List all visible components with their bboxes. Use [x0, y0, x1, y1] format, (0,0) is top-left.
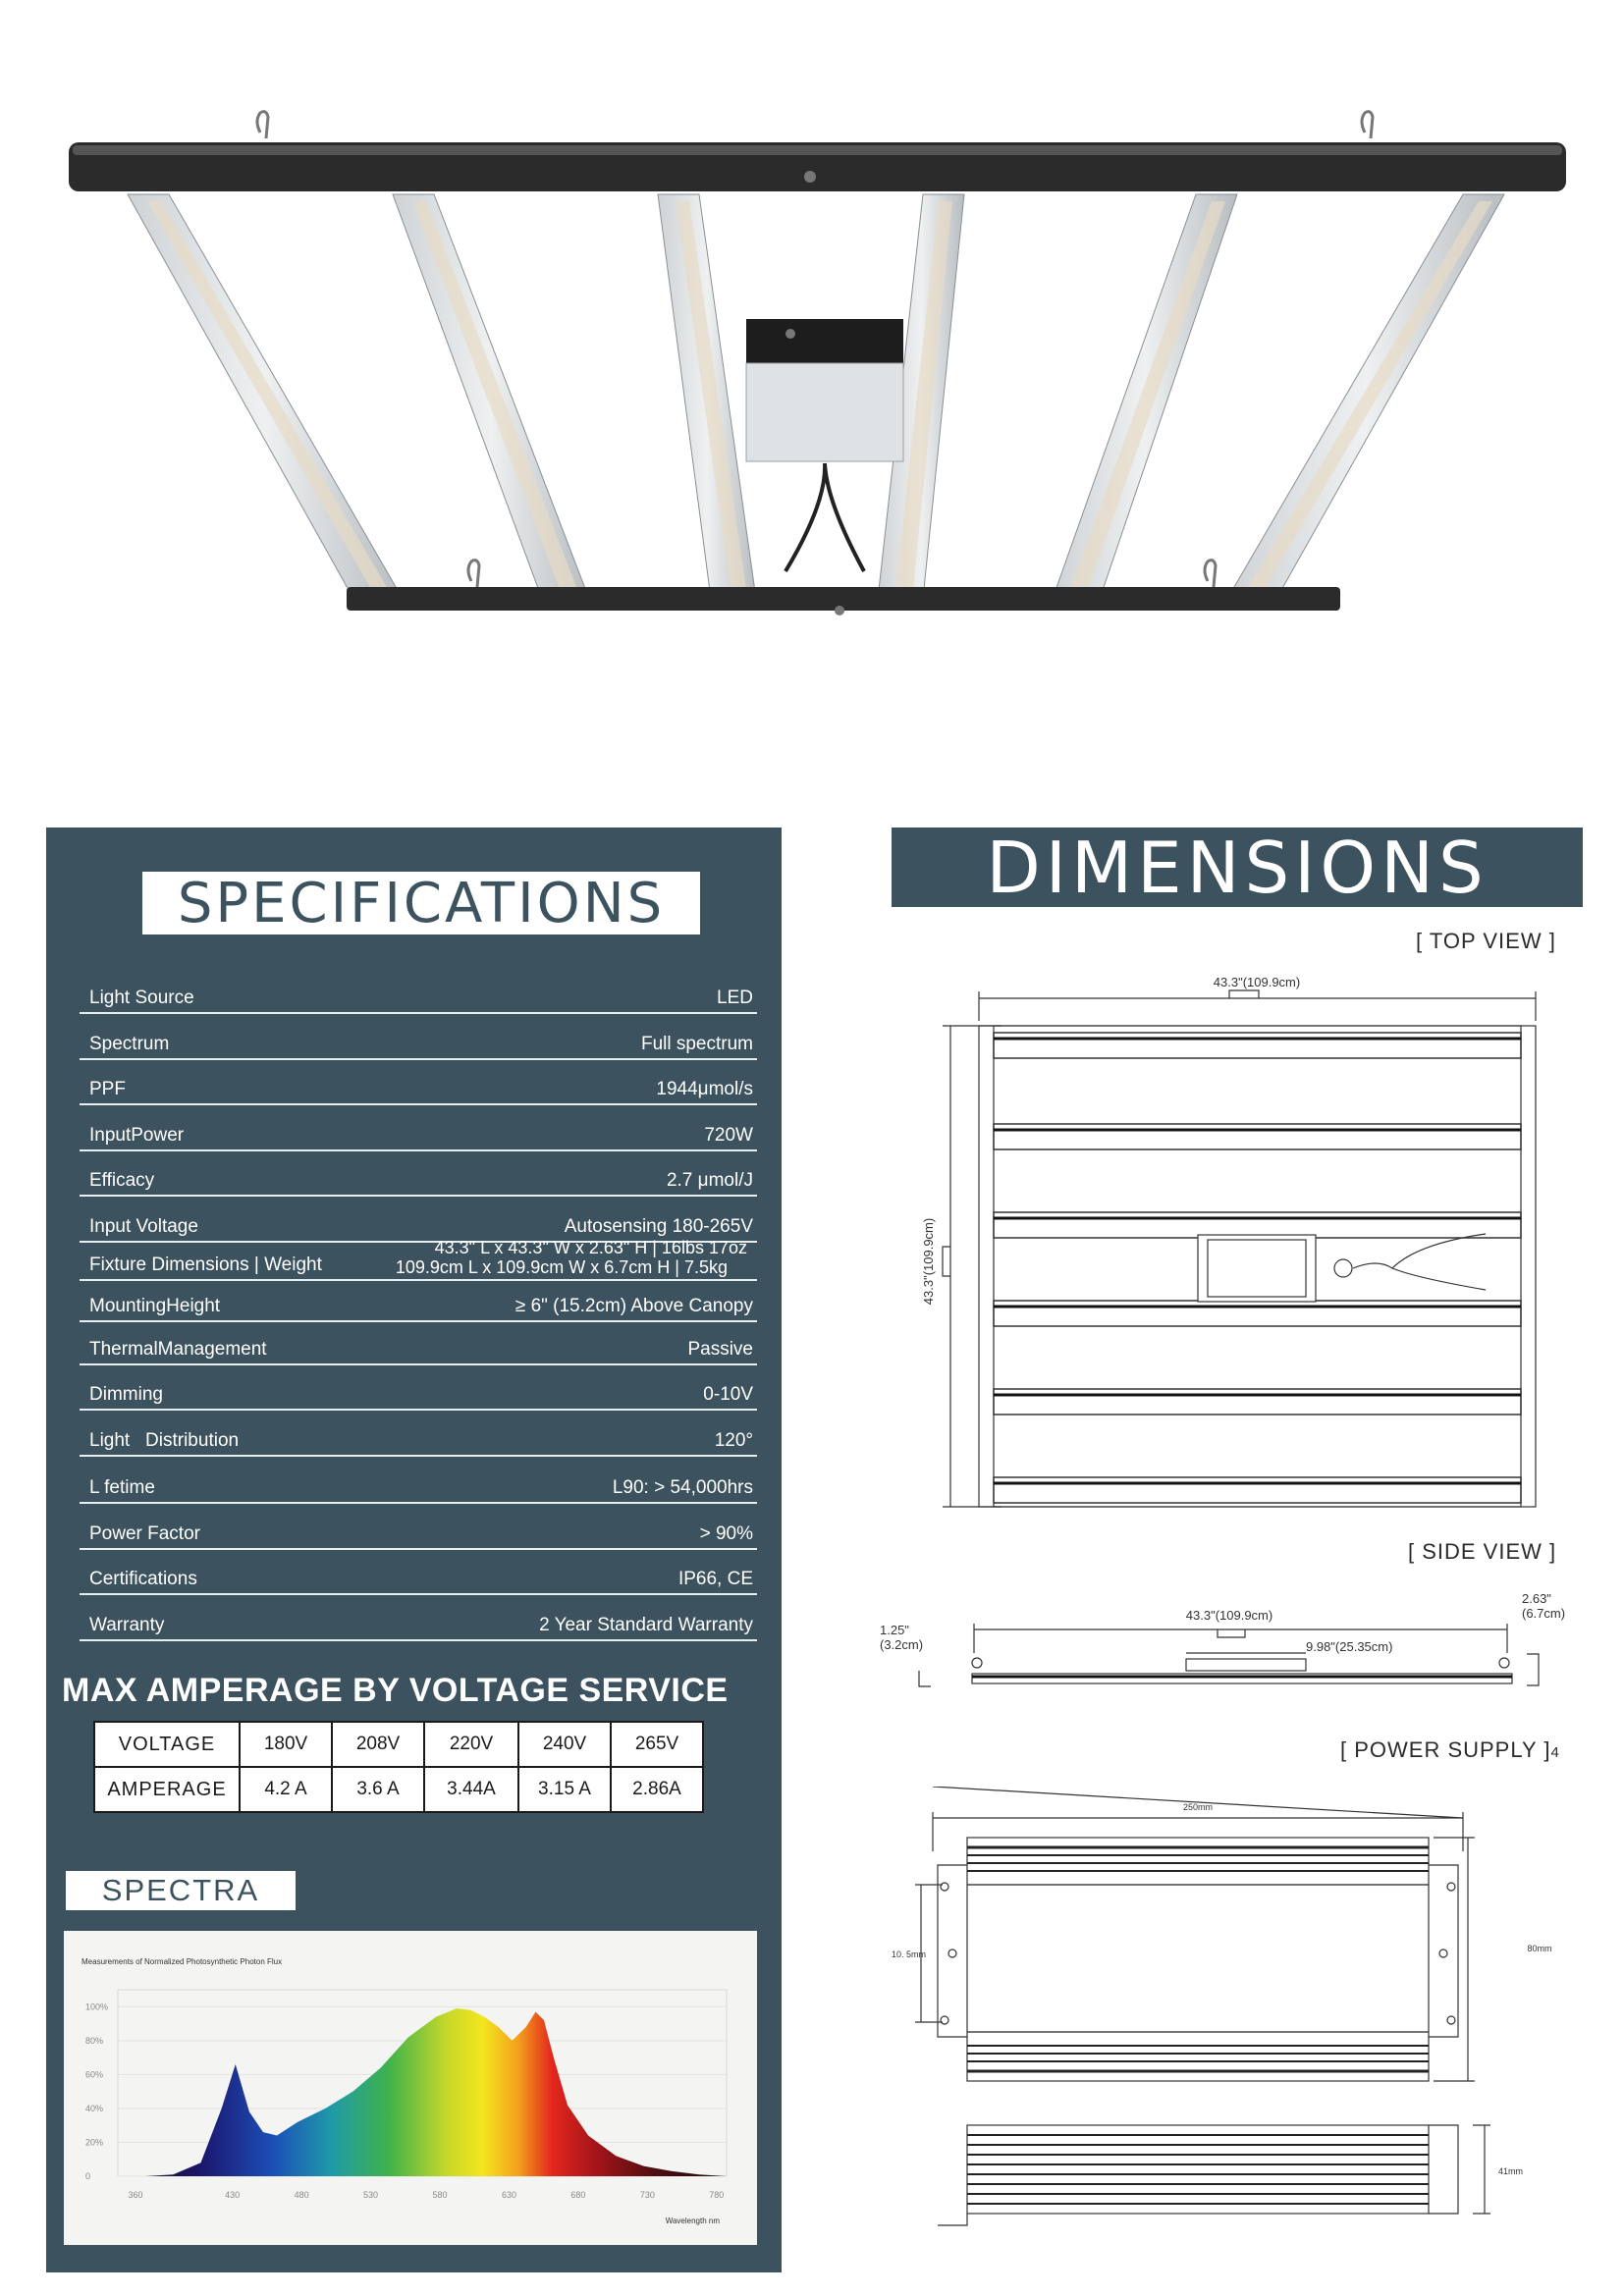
top-view-drawing — [913, 962, 1551, 1512]
chart-title: Measurements of Normalized Photosynthetic Photon Flux — [81, 1957, 283, 1966]
dimensions-title: DIMENSIONS — [986, 826, 1489, 909]
voltage-cell: 208V — [332, 1722, 424, 1767]
spec-row-spectrum — [80, 1013, 757, 1060]
specifications-panel — [46, 828, 782, 2272]
amperage-header: AMPERAGE — [94, 1767, 240, 1812]
side-view-drawing — [874, 1580, 1581, 1708]
ps-height-label: 41mm — [1498, 2166, 1524, 2176]
y-tick-label: 40% — [85, 2103, 104, 2113]
spec-value: Full spectrum — [640, 1034, 753, 1054]
amperage-cell: 3.15 A — [518, 1767, 611, 1812]
spec-label: Input Voltage — [89, 1216, 198, 1237]
side-right-label-2: (6.7cm) — [1522, 1606, 1566, 1621]
spec-row-certifications — [80, 1548, 757, 1595]
voltage-cell: 265V — [611, 1722, 703, 1767]
spec-row-power-factor — [80, 1503, 757, 1550]
spec-row-fixture-dimensions — [80, 1238, 757, 1281]
y-tick-label: 60% — [85, 2069, 104, 2080]
product-illustration — [59, 88, 1571, 677]
x-tick-label: 630 — [501, 2190, 516, 2200]
x-tick-label: 430 — [225, 2190, 241, 2200]
spectra-title-box — [66, 1871, 296, 1910]
amperage-table — [93, 1721, 704, 1813]
amperage-cell: 3.44A — [424, 1767, 518, 1812]
x-tick-label: 480 — [294, 2190, 309, 2200]
power-supply-label-suffix: 4 — [1550, 1744, 1560, 1761]
table-row — [94, 1722, 703, 1767]
voltage-cell: 220V — [424, 1722, 518, 1767]
spec-row-lifetime — [80, 1457, 757, 1504]
amperage-title: MAX AMPERAGE BY VOLTAGE SERVICE — [62, 1672, 729, 1709]
table-row — [94, 1767, 703, 1812]
voltage-cell: 180V — [240, 1722, 332, 1767]
top-view-label: [ TOP VIEW ] — [1416, 929, 1556, 953]
spec-label: Spectrum — [89, 1034, 170, 1054]
y-tick-label: 80% — [85, 2035, 104, 2046]
side-right-label-1: 2.63" — [1522, 1591, 1551, 1606]
spec-value-line-1: 43.3" L x 43.3" W x 2.63" H | 16lbs 17oz — [434, 1238, 747, 1257]
driver-box — [746, 319, 903, 571]
dimensions-title-box — [892, 828, 1583, 907]
spec-row-thermal-management — [80, 1318, 757, 1365]
side-view-label: [ SIDE VIEW ] — [1408, 1539, 1557, 1564]
side-left-label-1: 1.25" — [880, 1623, 909, 1637]
spec-row-ppf — [80, 1058, 757, 1105]
side-inner-label: 9.98"(25.35cm) — [1306, 1639, 1393, 1654]
spec-value: 2.7 μmol/J — [666, 1170, 753, 1191]
spec-label: InputPower — [89, 1125, 185, 1146]
spec-value: > 90% — [699, 1523, 753, 1544]
spec-value: L90: > 54,000hrs — [612, 1477, 753, 1498]
spec-value: LED — [717, 988, 753, 1008]
x-tick-label: 780 — [709, 2190, 725, 2200]
spec-label: L fetime — [89, 1477, 155, 1498]
y-tick-label: 100% — [85, 2002, 109, 2012]
spec-value — [396, 1238, 753, 1277]
spec-label: Warranty — [89, 1615, 165, 1635]
spectrum-area — [145, 2008, 727, 2176]
x-tick-label: 580 — [432, 2190, 448, 2200]
spec-label: Power Factor — [89, 1523, 200, 1544]
x-tick-label: 730 — [639, 2190, 655, 2200]
x-axis-ticks — [128, 2190, 724, 2200]
power-supply-label — [1340, 1737, 1560, 1763]
specifications-title: SPECIFICATIONS — [177, 871, 666, 935]
spec-label: Efficacy — [89, 1170, 155, 1191]
spec-row-input-power — [80, 1104, 757, 1151]
specifications-title-box — [142, 872, 700, 934]
spec-label: Fixture Dimensions | Weight — [89, 1255, 322, 1275]
spec-row-mounting-height — [80, 1281, 757, 1322]
spec-row-dimming — [80, 1363, 757, 1411]
top-height-label: 43.3"(109.9cm) — [921, 1217, 936, 1306]
spec-value: Autosensing 180-265V — [564, 1216, 753, 1237]
x-tick-label: 360 — [128, 2190, 143, 2200]
spec-value: 1944μmol/s — [656, 1079, 753, 1099]
spectra-chart — [64, 1931, 757, 2245]
side-length-label: 43.3"(109.9cm) — [1185, 1608, 1273, 1623]
spec-value: 0-10V — [703, 1384, 753, 1405]
spec-value: IP66, CE — [677, 1569, 753, 1589]
spec-value-line-2: 109.9cm L x 109.9cm W x 6.7cm H | 7.5kg — [395, 1257, 728, 1277]
spec-value: ≥ 6" (15.2cm) Above Canopy — [514, 1296, 753, 1316]
power-supply-drawing — [884, 1787, 1571, 2287]
spec-label: Dimming — [89, 1384, 163, 1405]
x-tick-label: 680 — [570, 2190, 586, 2200]
spec-label: Certifications — [89, 1569, 197, 1589]
x-tick-label: 530 — [363, 2190, 379, 2200]
amperage-cell: 4.2 A — [240, 1767, 332, 1812]
spec-label: Light Source — [89, 988, 194, 1008]
bottom-rail — [347, 587, 1340, 611]
spec-label: MountingHeight — [89, 1296, 221, 1316]
spec-row-efficacy — [80, 1149, 757, 1197]
side-left-label-2: (3.2cm) — [880, 1637, 924, 1652]
spec-row-warranty — [80, 1594, 757, 1641]
power-supply-label-text: [ POWER SUPPLY ] — [1340, 1737, 1551, 1762]
voltage-cell: 240V — [518, 1722, 611, 1767]
voltage-header: VOLTAGE — [94, 1722, 240, 1767]
spectra-title: SPECTRA — [101, 1873, 260, 1907]
spec-value: 2 Year Standard Warranty — [539, 1615, 753, 1635]
amperage-cell: 2.86A — [611, 1767, 703, 1812]
ps-left-label: 10. 5mm — [892, 1949, 927, 1959]
spec-row-light-source — [80, 967, 757, 1014]
spec-label: ThermalManagement — [89, 1339, 267, 1360]
top-width-label: 43.3"(109.9cm) — [1213, 975, 1301, 989]
spec-value: 120° — [714, 1430, 753, 1451]
spec-row-light-distribution — [80, 1410, 757, 1457]
x-axis-label: Wavelength nm — [665, 2216, 720, 2225]
y-tick-label: 0 — [85, 2171, 91, 2181]
ps-width-label: 250mm — [1182, 1802, 1214, 1812]
amperage-cell: 3.6 A — [332, 1767, 424, 1812]
ps-right-label: 80mm — [1527, 1944, 1552, 1953]
spec-value: Passive — [687, 1339, 753, 1360]
y-tick-label: 20% — [85, 2137, 104, 2148]
spec-label: Light Distribution — [89, 1430, 240, 1451]
spec-value: 720W — [704, 1125, 753, 1146]
spec-label: PPF — [89, 1079, 126, 1099]
spec-row-input-voltage — [80, 1196, 757, 1243]
